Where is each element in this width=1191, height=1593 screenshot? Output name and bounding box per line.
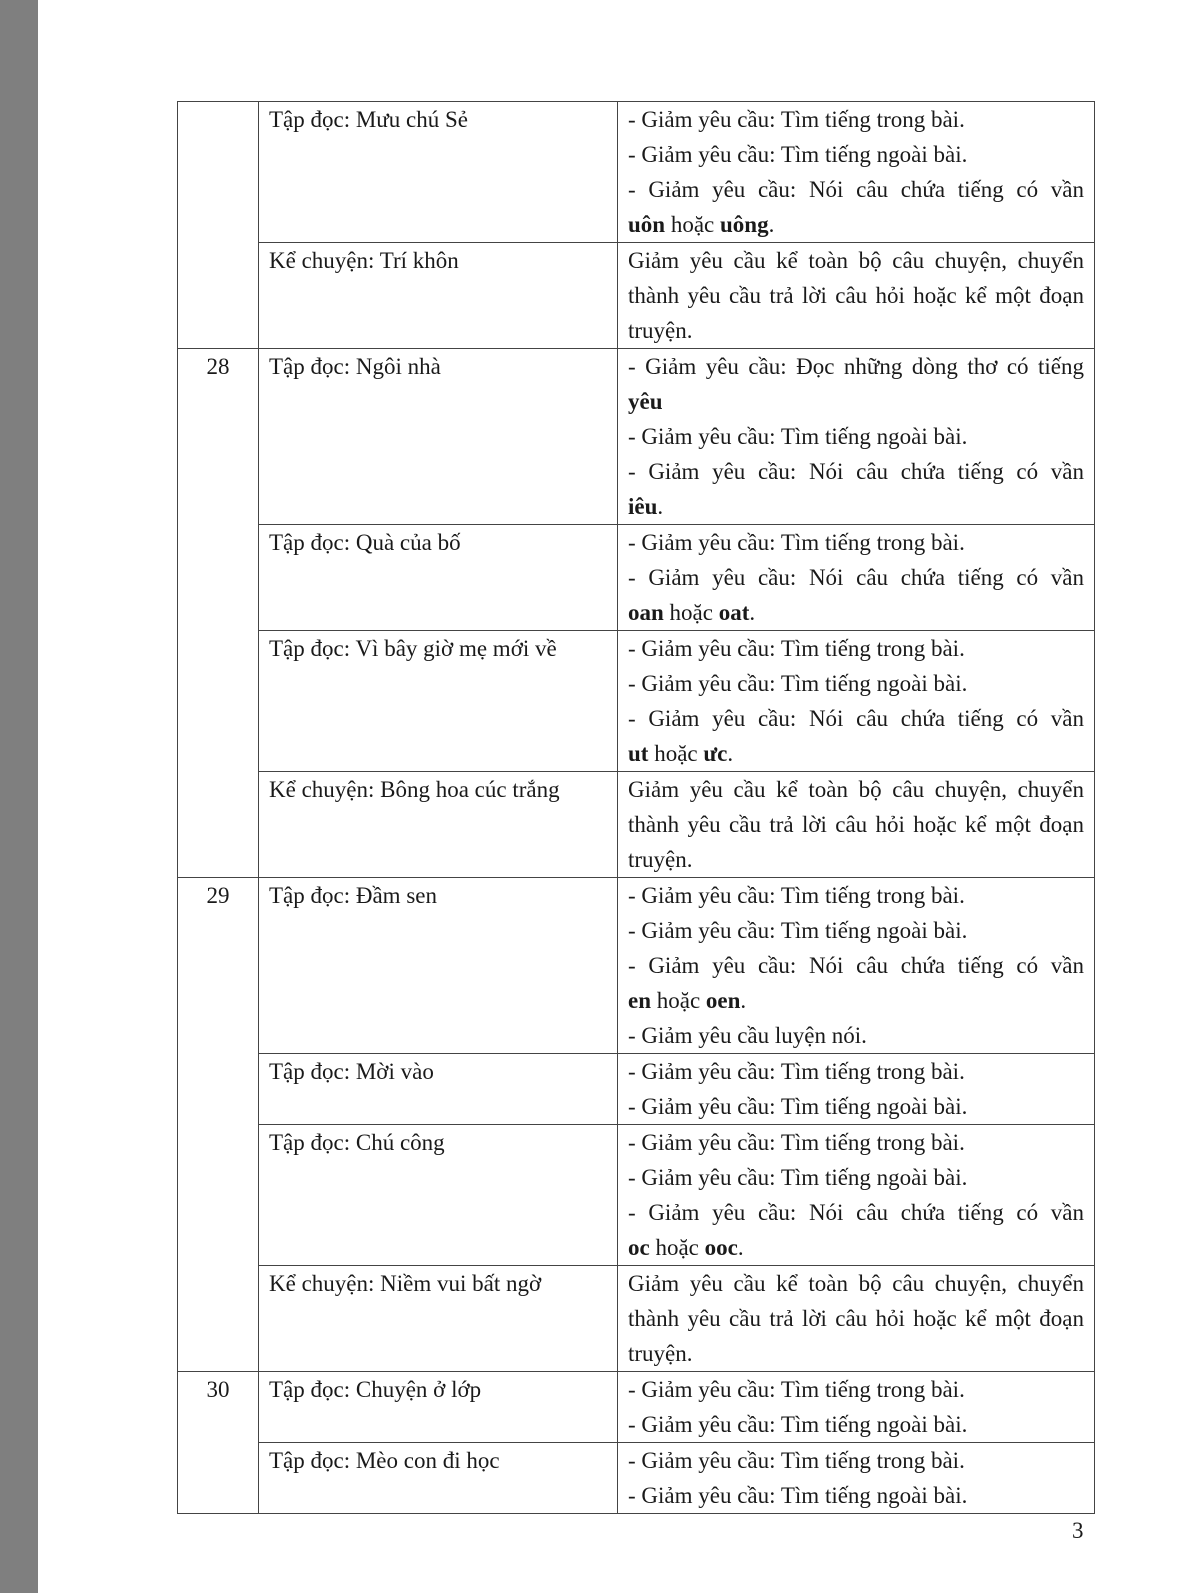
lesson-title: Tập đọc: Mời vào	[269, 1059, 434, 1084]
requirement-cell	[618, 1054, 1095, 1125]
table-row	[178, 1054, 1095, 1125]
requirement-cell	[618, 1266, 1095, 1372]
lesson-cell	[259, 1372, 618, 1443]
requirement-tail	[628, 1230, 1084, 1265]
lesson-title: Tập đọc: Chú công	[269, 1130, 445, 1155]
lesson-cell	[259, 772, 618, 878]
rhyme-bold: oan	[628, 600, 664, 625]
table-row	[178, 1372, 1095, 1443]
tail-connector: hoặc	[663, 600, 719, 625]
tail-connector: hoặc	[648, 741, 704, 766]
requirement-tail	[628, 595, 1084, 630]
requirement-cell	[618, 102, 1095, 243]
requirement-line: - Giảm yêu cầu: Tìm tiếng trong bài.	[628, 1059, 965, 1084]
tail-connector: hoặc	[665, 212, 721, 237]
lesson-cell	[259, 1054, 618, 1125]
rhyme-bold: ưc	[703, 741, 728, 766]
requirement-cell	[618, 772, 1095, 878]
document-page	[38, 0, 1191, 1593]
table-row	[178, 349, 1095, 525]
table-row	[178, 772, 1095, 878]
lesson-title: Kể chuyện: Niềm vui bất ngờ	[269, 1271, 542, 1296]
table-row	[178, 878, 1095, 1054]
lesson-cell	[259, 878, 618, 1054]
keyword-bold: yêu	[628, 389, 663, 414]
lesson-cell	[259, 1266, 618, 1372]
table-row	[178, 525, 1095, 631]
table-row	[178, 1443, 1095, 1514]
requirement-line: - Giảm yêu cầu: Tìm tiếng ngoài bài.	[628, 424, 968, 449]
table-row	[178, 1125, 1095, 1266]
tail-end: .	[727, 741, 734, 766]
requirement-line: - Giảm yêu cầu: Tìm tiếng ngoài bài.	[628, 142, 968, 167]
table-row	[178, 631, 1095, 772]
rhyme-bold: oc	[628, 1235, 650, 1260]
tail-end: .	[768, 212, 775, 237]
rhyme-bold: en	[628, 988, 651, 1013]
requirement-line: - Giảm yêu cầu: Tìm tiếng trong bài.	[628, 107, 965, 132]
lesson-title: Tập đọc: Ngôi nhà	[269, 354, 441, 379]
requirement-line	[628, 349, 1084, 419]
lesson-title: Tập đọc: Đầm sen	[269, 883, 437, 908]
table-row	[178, 243, 1095, 349]
week-cell: 29	[178, 878, 259, 1372]
requirement-line: - Giảm yêu cầu: Tìm tiếng trong bài.	[628, 1377, 965, 1402]
lesson-cell	[259, 102, 618, 243]
requirement-line: - Giảm yêu cầu: Tìm tiếng trong bài.	[628, 636, 965, 661]
tail-connector: hoặc	[649, 1235, 705, 1260]
requirement-line: - Giảm yêu cầu: Nói câu chứa tiếng có vần	[628, 459, 1084, 484]
requirement-line: - Giảm yêu cầu: Nói câu chứa tiếng có vần	[628, 953, 1084, 978]
lesson-cell	[259, 525, 618, 631]
tail-end: .	[737, 1235, 744, 1260]
lesson-title: Tập đọc: Chuyện ở lớp	[269, 1377, 482, 1402]
requirement-tail	[628, 207, 1084, 242]
requirement-line: - Giảm yêu cầu: Tìm tiếng trong bài.	[628, 530, 965, 555]
lesson-table	[177, 101, 1095, 1514]
requirement-line: - Giảm yêu cầu luyện nói.	[628, 1023, 867, 1048]
lesson-title: Kể chuyện: Bông hoa cúc trắng	[269, 777, 560, 802]
requirement-paragraph: Giảm yêu cầu kể toàn bộ câu chuyện, chuyển thành yêu cầu trả lời câu hỏi hoặc kể một đoạn truyện.	[628, 777, 1084, 872]
requirement-cell	[618, 243, 1095, 349]
lesson-cell	[259, 631, 618, 772]
requirement-line: - Giảm yêu cầu: Tìm tiếng trong bài.	[628, 883, 965, 908]
rhyme-bold: oat	[718, 600, 750, 625]
table-row	[178, 1266, 1095, 1372]
requirement-paragraph: Giảm yêu cầu kể toàn bộ câu chuyện, chuyển thành yêu cầu trả lời câu hỏi hoặc kể một đoạn truyện.	[628, 1271, 1084, 1366]
requirement-line: - Giảm yêu cầu: Tìm tiếng ngoài bài.	[628, 1165, 968, 1190]
requirement-cell	[618, 631, 1095, 772]
requirement-line: - Giảm yêu cầu: Nói câu chứa tiếng có vần	[628, 177, 1084, 202]
requirement-cell	[618, 349, 1095, 525]
requirement-line: - Giảm yêu cầu: Tìm tiếng ngoài bài.	[628, 918, 968, 943]
lesson-cell	[259, 1443, 618, 1514]
requirement-cell	[618, 878, 1095, 1054]
requirement-line: - Giảm yêu cầu: Tìm tiếng trong bài.	[628, 1130, 965, 1155]
requirement-cell	[618, 1443, 1095, 1514]
requirement-tail	[628, 489, 1084, 524]
lesson-title: Tập đọc: Vì bây giờ mẹ mới về	[269, 636, 557, 661]
requirement-text: - Giảm yêu cầu: Đọc những dòng thơ có tiếng	[628, 354, 1084, 379]
rhyme-bold: iêu	[628, 494, 658, 519]
lesson-cell	[259, 1125, 618, 1266]
rhyme-bold: oen	[705, 988, 741, 1013]
tail-end: .	[657, 494, 664, 519]
page-number: 3	[1072, 1518, 1084, 1543]
requirement-tail	[628, 736, 1084, 771]
lesson-cell	[259, 243, 618, 349]
requirement-paragraph: Giảm yêu cầu kể toàn bộ câu chuyện, chuyển thành yêu cầu trả lời câu hỏi hoặc kể một đoạn truyện.	[628, 248, 1084, 343]
requirement-line: - Giảm yêu cầu: Tìm tiếng trong bài.	[628, 1448, 965, 1473]
table-row	[178, 102, 1095, 243]
requirement-line: - Giảm yêu cầu: Tìm tiếng ngoài bài.	[628, 671, 968, 696]
rhyme-bold: uôn	[628, 212, 666, 237]
rhyme-bold: ooc	[704, 1235, 738, 1260]
week-cell	[178, 102, 259, 349]
week-cell: 28	[178, 349, 259, 878]
requirement-line: - Giảm yêu cầu: Nói câu chứa tiếng có vần	[628, 706, 1084, 731]
tail-connector: hoặc	[651, 988, 706, 1013]
requirement-line: - Giảm yêu cầu: Tìm tiếng ngoài bài.	[628, 1094, 968, 1119]
lesson-title: Kể chuyện: Trí khôn	[269, 248, 459, 273]
requirement-line: - Giảm yêu cầu: Nói câu chứa tiếng có vần	[628, 565, 1084, 590]
week-cell: 30	[178, 1372, 259, 1514]
lesson-title: Tập đọc: Quà của bố	[269, 530, 461, 555]
scan-left-margin	[0, 0, 38, 1593]
requirement-cell	[618, 525, 1095, 631]
requirement-line: - Giảm yêu cầu: Tìm tiếng ngoài bài.	[628, 1412, 968, 1437]
requirement-line: - Giảm yêu cầu: Tìm tiếng ngoài bài.	[628, 1483, 968, 1508]
rhyme-bold: ut	[628, 741, 649, 766]
lesson-cell	[259, 349, 618, 525]
tail-end: .	[740, 988, 747, 1013]
lesson-title: Tập đọc: Mưu chú Sẻ	[269, 107, 468, 132]
rhyme-bold: uông	[720, 212, 769, 237]
tail-end: .	[749, 600, 756, 625]
requirement-cell	[618, 1125, 1095, 1266]
requirement-tail	[628, 983, 1084, 1018]
requirement-cell	[618, 1372, 1095, 1443]
lesson-title: Tập đọc: Mèo con đi học	[269, 1448, 500, 1473]
requirement-line: - Giảm yêu cầu: Nói câu chứa tiếng có vần	[628, 1200, 1084, 1225]
